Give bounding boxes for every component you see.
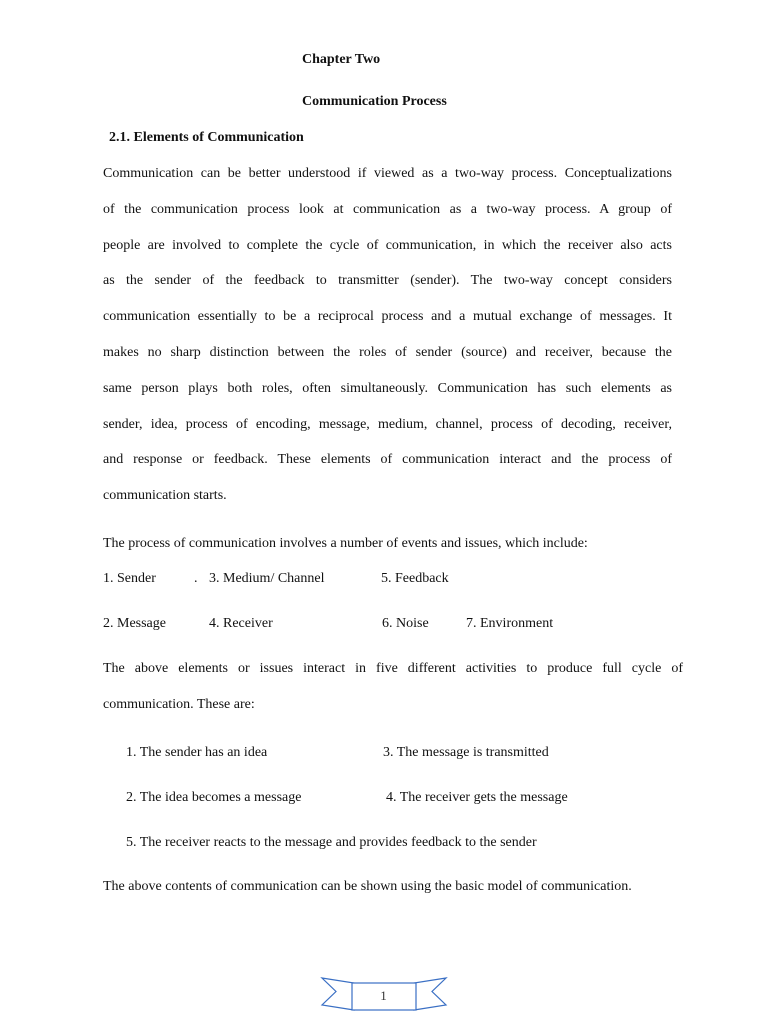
- activity-item: 1. The sender has an idea: [126, 745, 268, 760]
- page-number: 1: [380, 988, 387, 1003]
- paragraph-intro: [103, 156, 672, 514]
- stray-dot: .: [194, 571, 198, 586]
- paragraph-line: of the communication process look at communication as a two-way process. A group of: [103, 201, 672, 217]
- activity-item: 3. The message is transmitted: [383, 745, 549, 760]
- paragraph-line: makes no sharp distinction between the roles of sender (source) and receiver, because the: [103, 344, 672, 360]
- chapter-subtitle: Communication Process: [302, 94, 447, 109]
- activity-item: 2. The idea becomes a message: [126, 790, 302, 805]
- paragraph-line: and response or feedback. These elements of communication interact and the process of: [103, 452, 672, 468]
- element-item: 2. Message: [103, 616, 166, 631]
- closing-sentence: The above contents of communication can be shown using the basic model of communication.: [103, 879, 632, 894]
- paragraph-line: same person plays both roles, often simultaneously. Communication has such elements as: [103, 380, 672, 396]
- section-heading: 2.1. Elements of Communication: [109, 130, 304, 145]
- paragraph-line: communication essentially to be a reciprocal process and a mutual exchange of messages. It: [103, 309, 672, 325]
- activity-item: 4. The receiver gets the message: [386, 790, 568, 805]
- paragraph-activities-intro: [103, 651, 683, 723]
- paragraph-line: Communication can be better understood if viewed as a two-way process. Conceptualizations: [103, 166, 672, 181]
- element-item: 4. Receiver: [209, 616, 273, 631]
- ribbon-left-tail: [322, 978, 354, 1010]
- activity-item: 5. The receiver reacts to the message and provides feedback to the sender: [126, 835, 537, 850]
- element-item: 6. Noise: [382, 616, 429, 631]
- element-item: 3. Medium/ Channel: [209, 571, 325, 586]
- ribbon-right-tail: [414, 978, 446, 1010]
- element-item: 7. Environment: [466, 616, 554, 631]
- paragraph-line: communication. These are:: [103, 696, 255, 712]
- element-item: 1. Sender: [103, 571, 156, 586]
- paragraph-line: communication starts.: [103, 488, 227, 504]
- paragraph-line: sender, idea, process of encoding, message, medium, channel, process of decoding, receiver,: [103, 416, 672, 432]
- element-item: 5. Feedback: [381, 571, 449, 586]
- paragraph-line: people are involved to complete the cycle of communication, in which the receiver also acts: [103, 237, 672, 253]
- chapter-title: Chapter Two: [302, 52, 381, 67]
- elements-intro: The process of communication involves a number of events and issues, which include:: [103, 536, 588, 551]
- paragraph-line: The above elements or issues interact in five different activities to produce full cycle of: [103, 661, 683, 676]
- paragraph-line: as the sender of the feedback to transmitter (sender). The two-way concept considers: [103, 273, 672, 289]
